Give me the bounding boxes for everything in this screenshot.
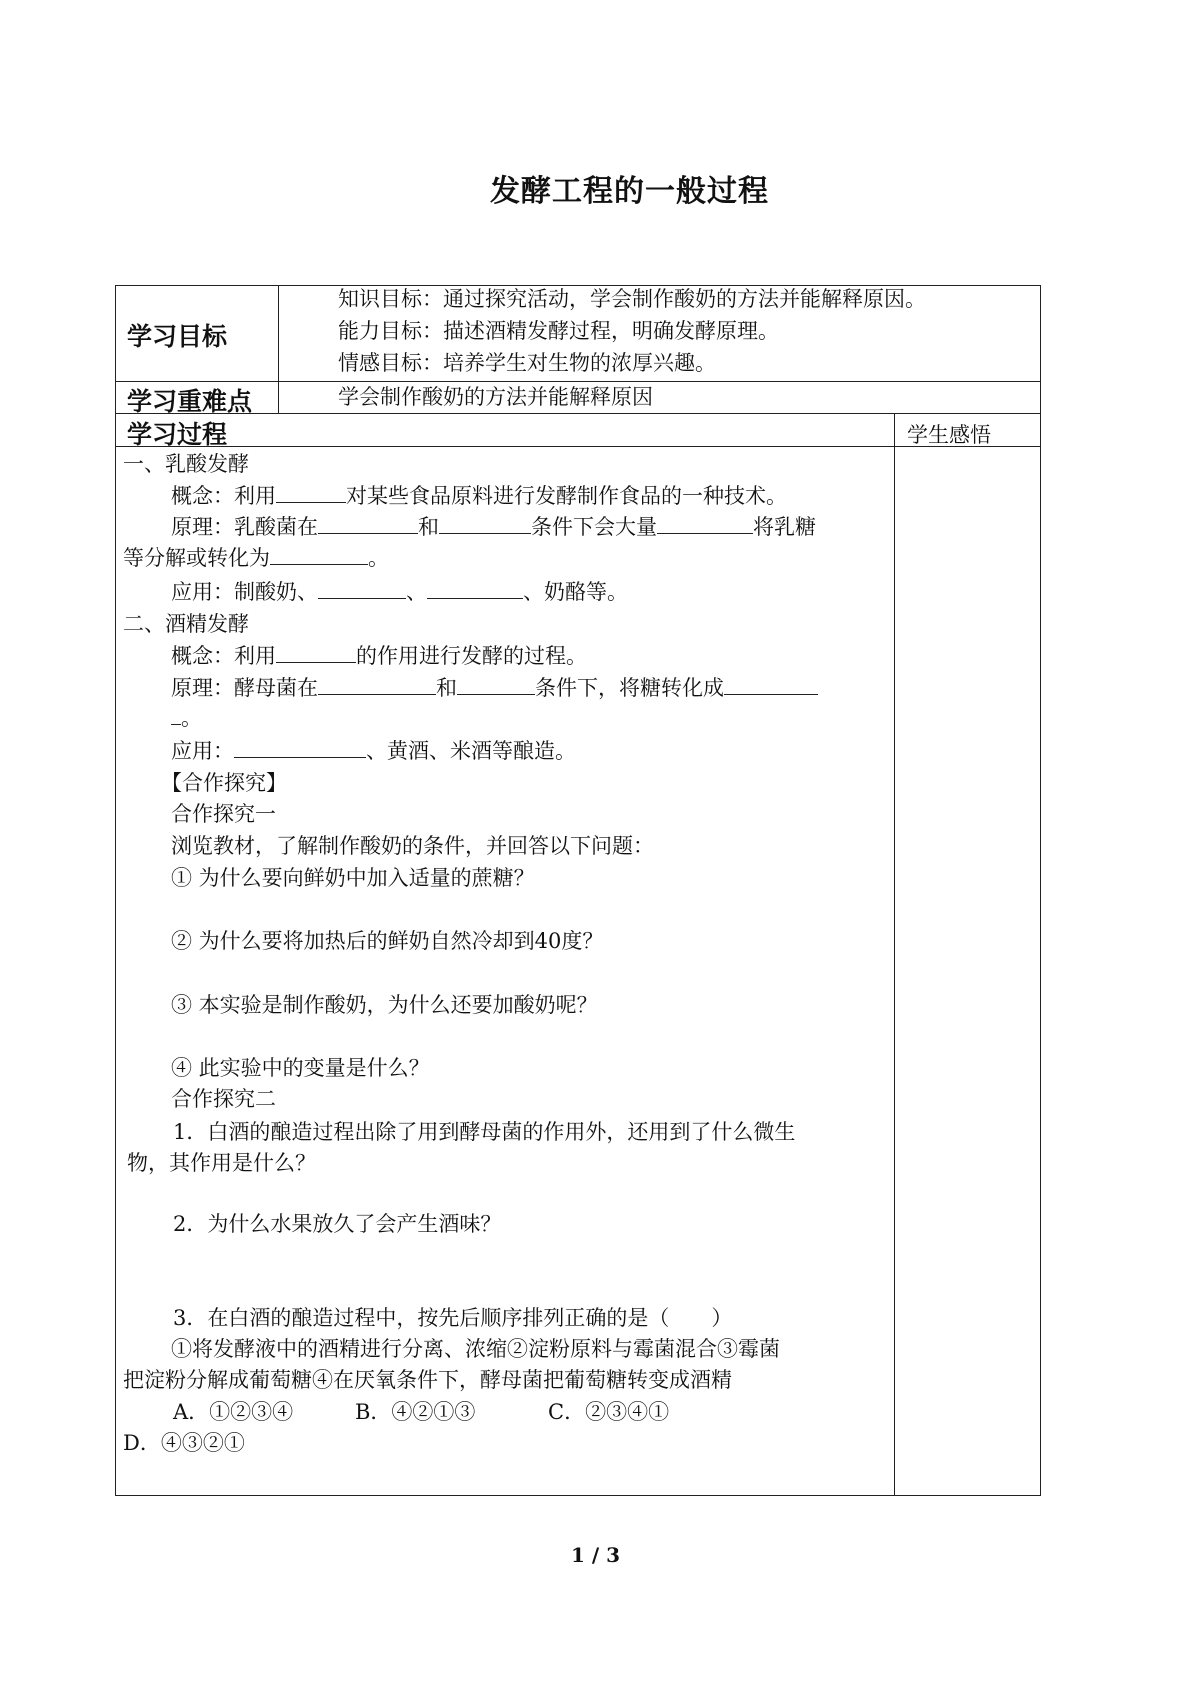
alcohol-principle bbox=[171, 674, 818, 702]
lactic-principle2-b: 。 bbox=[368, 546, 389, 570]
alcohol-concept-prefix: 概念：利用 bbox=[171, 644, 276, 668]
lactic-app-b: 、 bbox=[406, 580, 427, 604]
answer-blank[interactable] bbox=[276, 482, 346, 503]
coop-two-q3-stem-line2: 把淀粉分解成葡萄糖④在厌氧条件下，酵母菌把葡萄糖转变成酒精 bbox=[123, 1368, 732, 1392]
lactic-heading: 一、乳酸发酵 bbox=[123, 452, 249, 476]
answer-blank[interactable] bbox=[724, 674, 818, 695]
label-column-divider bbox=[278, 285, 279, 413]
worksheet-table bbox=[115, 285, 1042, 1496]
lactic-principle-cont bbox=[123, 544, 389, 572]
coop-question-2: ② 为什么要将加热后的鲜奶自然冷却到40度？ bbox=[171, 929, 604, 953]
lactic-app-c: 、奶酪等。 bbox=[523, 580, 628, 604]
answer-blank[interactable] bbox=[657, 513, 753, 534]
lactic-concept bbox=[171, 482, 787, 510]
page-indicator: 1 / 3 bbox=[570, 1543, 621, 1567]
alcohol-concept bbox=[171, 642, 587, 670]
answer-blank[interactable] bbox=[234, 737, 366, 758]
objective-ability: 能力目标：描述酒精发酵过程，明确发酵原理。 bbox=[338, 319, 779, 343]
objective-emotion: 情感目标：培养学生对生物的浓厚兴趣。 bbox=[338, 351, 716, 375]
answer-blank[interactable] bbox=[427, 578, 523, 599]
answer-blank[interactable] bbox=[276, 642, 356, 663]
row-divider-3 bbox=[115, 446, 1041, 447]
lactic-principle2-a: 等分解或转化为 bbox=[123, 546, 270, 570]
lactic-concept-prefix: 概念：利用 bbox=[171, 484, 276, 508]
lactic-principle-c: 条件下会大量 bbox=[531, 515, 657, 539]
coop-two-q2: 2．为什么水果放久了会产生酒味？ bbox=[173, 1212, 502, 1236]
alcohol-app-a: 应用： bbox=[171, 739, 234, 763]
coop-one-heading: 合作探究一 bbox=[171, 802, 276, 826]
keypoints-text: 学会制作酸奶的方法并能解释原因 bbox=[338, 385, 653, 409]
choice-b: B．④②①③ bbox=[355, 1400, 476, 1424]
alcohol-principle-b: 和 bbox=[436, 676, 457, 700]
alcohol-principle-c: 条件下，将糖转化成 bbox=[535, 676, 724, 700]
side-column-label: 学生感悟 bbox=[907, 423, 991, 447]
lactic-concept-suffix: 对某些食品原料进行发酵制作食品的一种技术。 bbox=[346, 484, 787, 508]
coop-question-3: ③ 本实验是制作酸奶，为什么还要加酸奶呢？ bbox=[171, 993, 598, 1017]
alcohol-heading: 二、酒精发酵 bbox=[123, 612, 249, 636]
table-border-right bbox=[1040, 285, 1041, 1496]
alcohol-app-b: 、黄酒、米酒等酿造。 bbox=[366, 739, 576, 763]
answer-blank[interactable] bbox=[171, 704, 181, 725]
keypoints-label: 学习重难点 bbox=[127, 387, 253, 416]
choice-d: D．④③②① bbox=[123, 1431, 245, 1455]
page-title: 发酵工程的一般过程 bbox=[490, 174, 769, 209]
lactic-principle bbox=[171, 513, 816, 541]
coop-question-4: ④ 此实验中的变量是什么？ bbox=[171, 1056, 430, 1080]
lactic-principle-a: 原理：乳酸菌在 bbox=[171, 515, 318, 539]
alcohol-principle-end: 。 bbox=[181, 706, 202, 730]
choice-c: C．②③④① bbox=[548, 1400, 670, 1424]
alcohol-application bbox=[171, 737, 576, 765]
answer-blank[interactable] bbox=[270, 544, 368, 565]
answer-blank[interactable] bbox=[318, 578, 406, 599]
side-column-divider bbox=[894, 413, 895, 1495]
answer-blank[interactable] bbox=[439, 513, 531, 534]
coop-question-1: ① 为什么要向鲜奶中加入适量的蔗糖？ bbox=[171, 866, 535, 890]
coop-two-q1-line1: 1．白酒的酿造过程出除了用到酵母菌的作用外，还用到了什么微生 bbox=[173, 1120, 796, 1144]
objective-knowledge: 知识目标：通过探究活动，学会制作酸奶的方法并能解释原因。 bbox=[338, 287, 926, 311]
alcohol-concept-suffix: 的作用进行发酵的过程。 bbox=[356, 644, 587, 668]
table-border-bottom bbox=[115, 1495, 1041, 1496]
table-border-left bbox=[115, 285, 116, 1496]
coop-two-q3: 3．在白酒的酿造过程中，按先后顺序排列正确的是（ ） bbox=[173, 1306, 733, 1330]
objectives-label: 学习目标 bbox=[127, 322, 228, 351]
coop-two-q3-stem-line1: ①将发酵液中的酒精进行分离、浓缩②淀粉原料与霉菌混合③霉菌 bbox=[171, 1337, 780, 1361]
process-label: 学习过程 bbox=[127, 420, 228, 449]
answer-blank[interactable] bbox=[318, 513, 418, 534]
coop-heading: 【合作探究】 bbox=[161, 771, 287, 795]
lactic-application bbox=[171, 578, 628, 606]
answer-blank[interactable] bbox=[318, 674, 436, 695]
answer-blank[interactable] bbox=[457, 674, 535, 695]
lactic-app-a: 应用：制酸奶、 bbox=[171, 580, 318, 604]
alcohol-principle-a: 原理：酵母菌在 bbox=[171, 676, 318, 700]
lactic-principle-b: 和 bbox=[418, 515, 439, 539]
coop-two-q1-line2: 物，其作用是什么？ bbox=[127, 1151, 316, 1175]
alcohol-principle-cont bbox=[171, 704, 202, 732]
choice-a: A．①②③④ bbox=[173, 1400, 294, 1424]
lactic-principle-d: 将乳糖 bbox=[753, 515, 816, 539]
coop-one-intro: 浏览教材，了解制作酸奶的条件，并回答以下问题： bbox=[171, 834, 654, 858]
row-divider-1 bbox=[115, 381, 1041, 382]
row-divider-2 bbox=[115, 413, 1041, 414]
coop-two-heading: 合作探究二 bbox=[171, 1087, 276, 1111]
